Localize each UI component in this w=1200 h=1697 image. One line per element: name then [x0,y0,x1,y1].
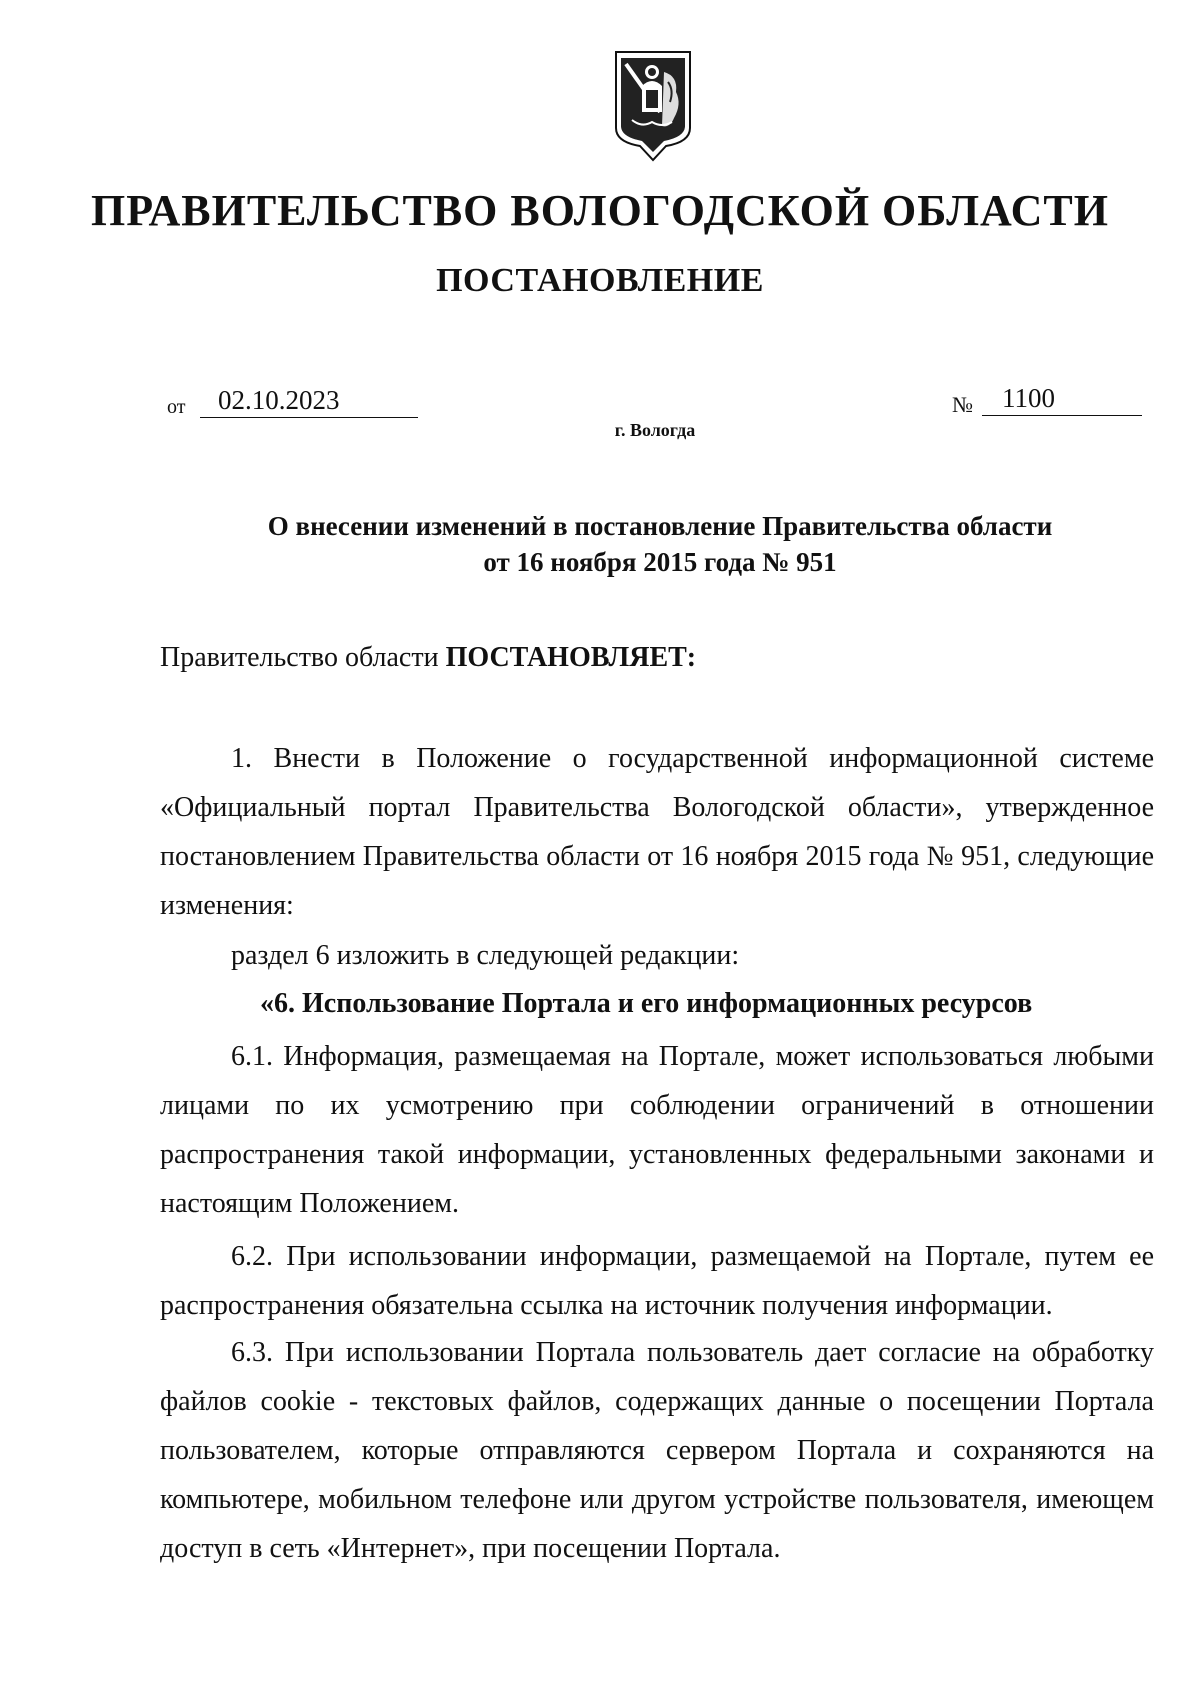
preamble-text: Правительство области [160,642,446,673]
document-type: ПОСТАНОВЛЕНИЕ [436,262,764,299]
heading-line-1: О внесении изменений в постановление Правительства области [267,511,1053,541]
section-intro: раздел 6 изложить в следующей редакции: [231,940,740,971]
paragraph-1: 1. Внести в Положение о государственной информационной системе «Официальный портал Правительства Вологодской области», утвержденное постановлением Правительства области от 16 ноября 2015 года № 951, следующие изменения: [160,743,1154,921]
date-label: от [167,396,186,418]
section-title: «6. Использование Портала и его информационных ресурсов [260,988,1033,1019]
number-label: № [952,392,973,417]
preamble-decree: ПОСТАНОВЛЯЕТ: [445,642,697,673]
preamble [160,642,696,674]
document-number: 1100 [982,381,1142,416]
organization-title: ПРАВИТЕЛЬСТВО ВОЛОГОДСКОЙ ОБЛАСТИ [91,186,1109,235]
paragraph-6-1: 6.1. Информация, размещаемая на Портале, может использоваться любыми лицами по их усмотрению при соблюдении ограничений в отношении распространения такой информации, установленных федеральными законами и настоящим Положением. [160,1041,1154,1219]
coat-of-arms-icon [612,42,694,162]
document-date: 02.10.2023 [200,383,418,418]
heading-line-2: от 16 ноября 2015 года № 951 [483,547,837,577]
paragraph-6-2: 6.2. При использовании информации, размещаемой на Портале, путем ее распространения обязательна ссылка на источник получения информации. [160,1241,1154,1321]
document-heading [160,508,1160,580]
city-name: г. Вологда [614,420,696,440]
paragraph-6-3: 6.3. При использовании Портала пользователь дает согласие на обработку файлов cookie - текстовых файлов, содержащих данные о посещении Портала пользователем, которые отправляются сервером Портала и сохраняются на компьютере, мобильном телефоне или другом устройстве пользователя, имеющем доступ в сеть «Интернет», при посещении Портала. [160,1337,1154,1564]
